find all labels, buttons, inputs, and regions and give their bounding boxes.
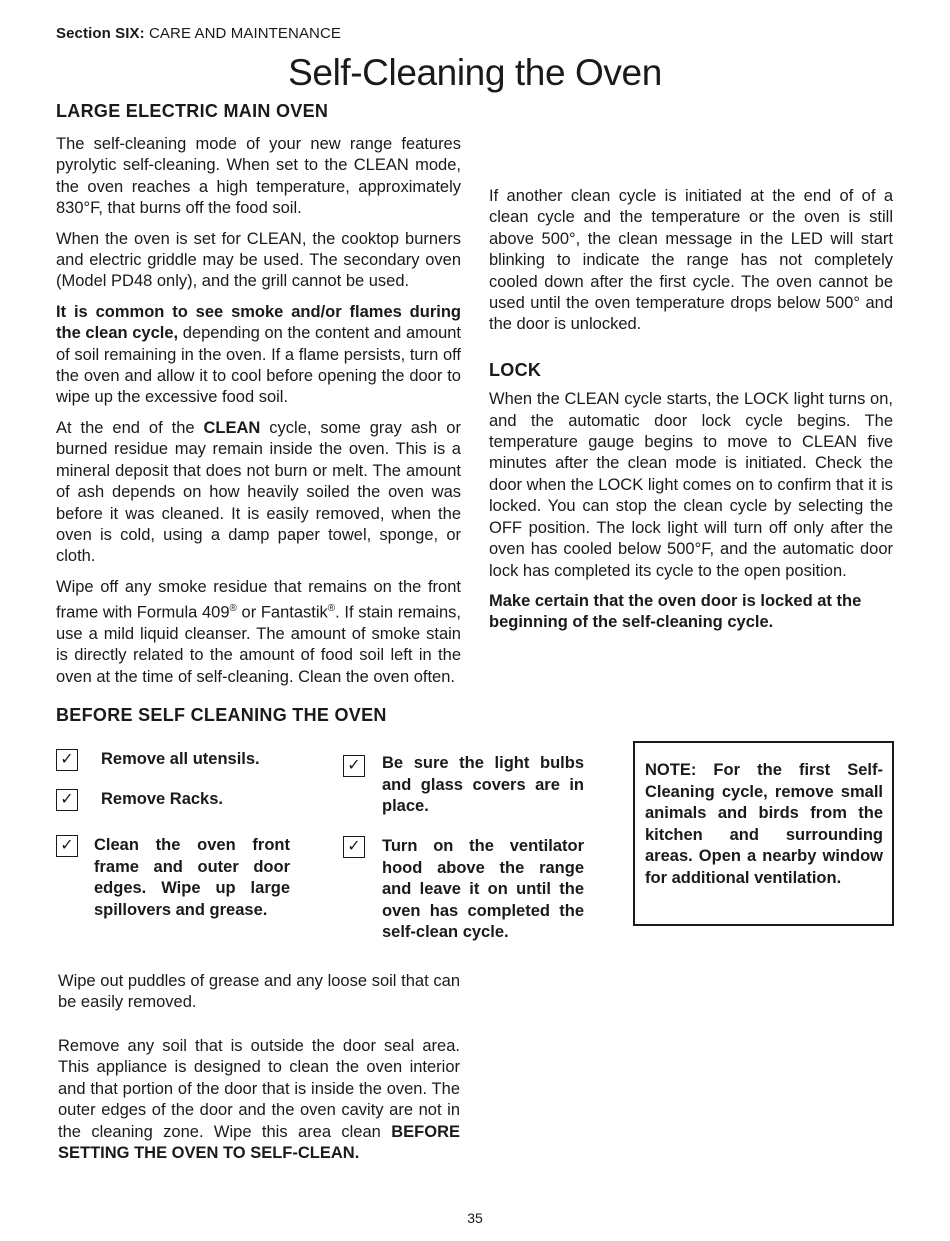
page-title: Self-Cleaning the Oven xyxy=(288,52,662,93)
right-column-content xyxy=(489,134,893,634)
registered-mark: ® xyxy=(229,603,237,615)
clean-bold: CLEAN xyxy=(203,418,261,437)
checklist-item-front-frame xyxy=(56,835,290,921)
smoke-warning-bold: It is common to see smoke and/or flames during the clean cycle, xyxy=(56,302,461,343)
checklist-label: Turn on the ventilator hood above the range and leave it on until the oven has completed the self-clean cycle. xyxy=(382,837,584,941)
main-oven-paragraph-2: When the oven is set for CLEAN, the cooktop burners and electric griddle may be used. The secondary oven (Model PD48 only), and the grill cannot be used. xyxy=(56,229,461,291)
smoke-warning-rest: depending on the content and amount of soil remaining in the oven. If a flame persists, turn off the oven and allow it to cool before opening the door to wipe up the excessive food soil. xyxy=(56,324,461,407)
page-number: 35 xyxy=(467,1210,483,1226)
section-label-rest: CARE AND MAINTENANCE xyxy=(149,25,342,42)
stain-text: . If stain remains, use a mild liquid cleanser. The amount of smoke stain is directly related to the amount of food soil left in the oven at the time of self-cleaning. Clean the oven often. xyxy=(56,603,461,686)
checklist-item-racks xyxy=(56,789,296,811)
note-box xyxy=(633,741,894,926)
checkbox-checked-icon[interactable]: ✓ xyxy=(56,789,78,811)
spill-space xyxy=(489,134,893,177)
smoke-residue-text: Wipe off any smoke residue that remains on the front frame with Formula 409 xyxy=(56,577,461,622)
checklist-item-ventilator xyxy=(343,836,584,944)
door-seal-text: Remove any soil that is outside the door seal area. This appliance is designed to clean the oven interior and that portion of the door that is inside the oven. The outer edges of the door and the oven cavity are not in the cleaning zone. Wipe this area clean xyxy=(58,1037,460,1141)
checklist-item-light-bulbs xyxy=(343,753,584,818)
checklist-label: Clean the oven front frame and outer door edges. Wipe up large spillovers and grease. xyxy=(94,836,290,919)
checklist-item-utensils xyxy=(56,749,296,771)
lock-paragraph: When the CLEAN cycle starts, the LOCK light turns on, and the automatic door lock cycle begins. The temperature gauge begins to move to CLEAN five minutes after the clean mode is initiated. Check the door when the LOCK light comes on to confirm that it is locked. You can stop the clean cycle by selecting the OFF position. The lock light will turn off only after the oven has cooled below 500°F, and the automatic door lock has completed its cycle to the open position. xyxy=(489,390,893,580)
note-text: NOTE: For the first Self-Cleaning cycle, remove small animals and birds from the kitchen and surrounding areas. Open a nearby window for additional ventilation. xyxy=(645,761,883,887)
checkbox-checked-icon[interactable]: ✓ xyxy=(56,835,78,857)
left-column xyxy=(56,134,461,688)
section-label-bold: Section SIX: xyxy=(56,25,145,42)
main-oven-paragraph-3 xyxy=(56,302,461,409)
checkbox-checked-icon[interactable]: ✓ xyxy=(343,755,365,777)
main-oven-paragraph-6: If another clean cycle is initiated at the end of of a clean cycle and the temperature or the oven is still above 500°, the clean message in the LED will start blinking to indicate the range has not completely cooled down after the first cycle. The oven cannot be used until the oven temperature drops below 500° and the door is unlocked. xyxy=(489,187,893,334)
before-cleaning-heading: BEFORE SELF CLEANING THE OVEN xyxy=(56,705,387,725)
door-seal-bold: BEFORE SETTING THE OVEN TO SELF-CLEAN. xyxy=(58,1122,460,1163)
registered-mark: ® xyxy=(327,603,336,615)
checklist-label: Be sure the light bulbs and glass covers are in place. xyxy=(382,754,584,815)
main-oven-paragraph-1: The self-cleaning mode of your new range features pyrolytic self-cleaning. When set to the CLEAN mode, the oven reaches a high temperature, approximately 830°F, that burns off the food soil. xyxy=(56,135,461,218)
ash-text-rest: cycle, some gray ash or burned residue may remain inside the oven. This is a mineral deposit that does not burn or melt. The amount of ash depends on how heavily soiled the oven was before it was cleaned. It is easily removed, when the oven is cold, using a damp paper towel, sponge, or cloth. xyxy=(56,418,461,566)
lock-heading: LOCK xyxy=(489,359,542,380)
checklist-label: Remove Racks. xyxy=(101,790,223,808)
checklist-label: Remove all utensils. xyxy=(101,750,260,768)
door-seal-paragraph xyxy=(58,1036,460,1164)
ash-text-start: At the end of the xyxy=(56,418,204,437)
checkbox-checked-icon[interactable]: ✓ xyxy=(343,836,365,858)
checkbox-checked-icon[interactable]: ✓ xyxy=(56,749,78,771)
fantastik-text: or Fantastik xyxy=(236,603,328,622)
section-label xyxy=(56,25,341,42)
wipe-puddles-paragraph: Wipe out puddles of grease and any loose soil that can be easily removed. xyxy=(58,972,460,1012)
main-oven-paragraph-5 xyxy=(56,577,461,689)
main-oven-heading: LARGE ELECTRIC MAIN OVEN xyxy=(56,101,329,121)
lock-warning: Make certain that the oven door is locked at the beginning of the self-cleaning cycle. xyxy=(489,591,862,632)
main-oven-paragraph-4 xyxy=(56,418,461,568)
